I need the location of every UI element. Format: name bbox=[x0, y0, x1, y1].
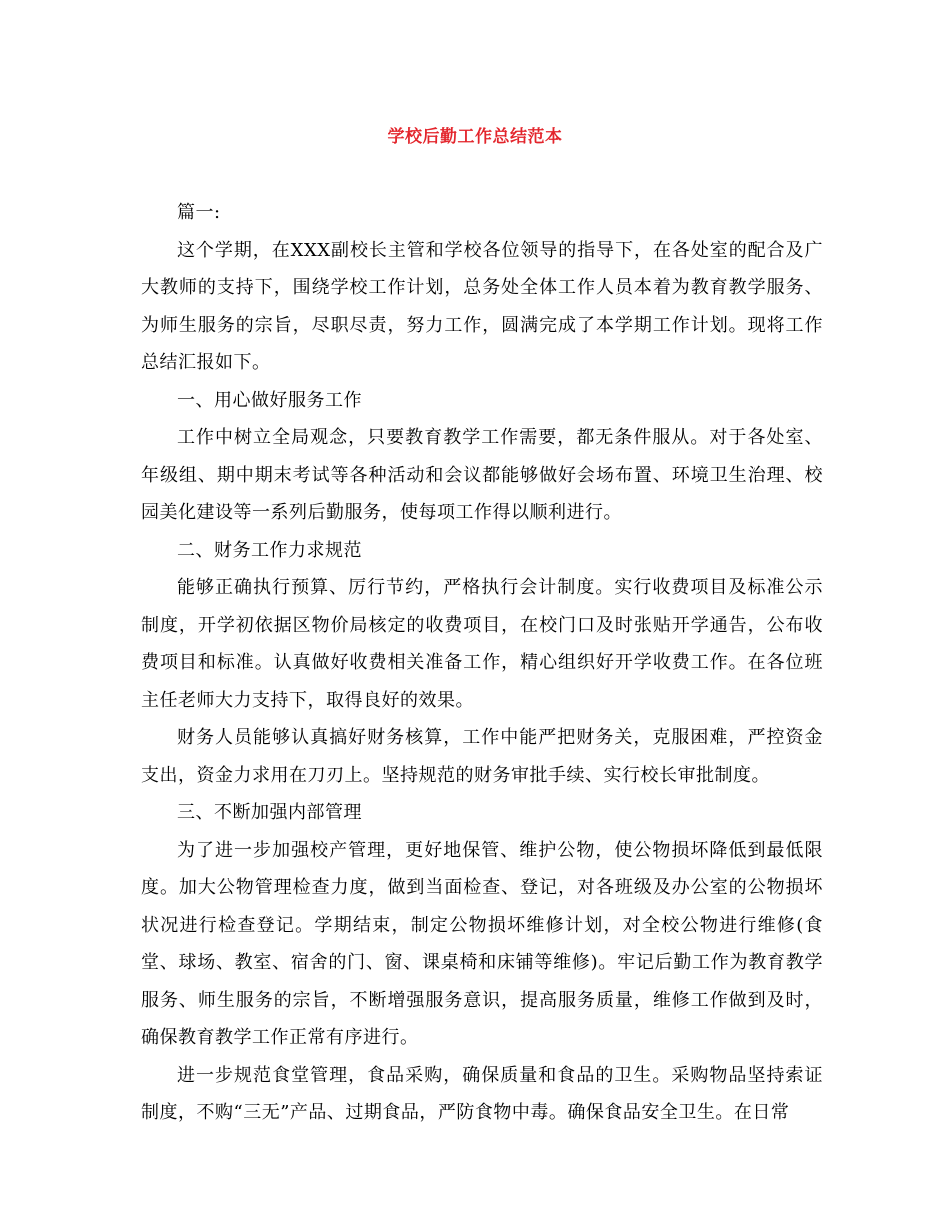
paragraph-finance-2: 财务人员能够认真搞好财务核算，工作中能严把财务关，克服困难，严控资金支出，资金力求用在刀刃上。坚持规范的财务审批手续、实行校长审批制度。 bbox=[141, 727, 823, 786]
paragraph-management-2: 进一步规范食堂管理，食品采购，确保质量和食品的卫生。采购物品坚持索证制度，不购“三无”产品、过期食品，严防食物中毒。确保食品安全卫生。在日常 bbox=[141, 1064, 823, 1123]
paragraph-management-1: 为了进一步加强校产管理，更好地保管、维护公物，使公物损坏降低到最低限度。加大公物管理检查力度，做到当面检查、登记，对各班级及办公室的公物损坏状况进行检查登记。学期结束，制定公物损坏维修计划，对全校公物进行维修(食堂、球场、教室、宿舍的门、窗、课桌椅和床铺等维修)。牢记后勤工作为教育教学服务、师生服务的宗旨，不断增强服务意识，提高服务质量，维修工作做到及时，确保教育教学工作正常有序进行。 bbox=[141, 839, 823, 1048]
paragraph-intro: 这个学期，在XXX副校长主管和学校各位领导的指导下，在各处室的配合及广大教师的支持下，围绕学校工作计划，总务处全体工作人员本着为教育教学服务、为师生服务的宗旨，尽职尽责，努力工作，圆满完成了本学期工作计划。现将工作总结汇报如下。 bbox=[141, 239, 823, 373]
paragraph-heading-part-one: 篇一: bbox=[177, 202, 221, 223]
section-heading-finance: 二、财务工作力求规范 bbox=[177, 539, 362, 561]
document-body bbox=[141, 194, 823, 1132]
paragraph-service: 工作中树立全局观念，只要教育教学工作需要，都无条件服从。对于各处室、年级组、期中期末考试等各种活动和会议都能够做好会场布置、环境卫生治理、校园美化建设等一系列后勤服务，使每项工作得以顺利进行。 bbox=[141, 427, 823, 523]
section-heading-service: 一、用心做好服务工作 bbox=[177, 389, 362, 411]
paragraph-finance-1: 能够正确执行预算、厉行节约，严格执行会计制度。实行收费项目及标准公示制度，开学初依据区物价局核定的收费项目，在校门口及时张贴开学通告，公布收费项目和标准。认真做好收费相关准备工作，精心组织好开学收费工作。在各位班主任老师大力支持下，取得良好的效果。 bbox=[141, 577, 823, 711]
document-title: 学校后勤工作总结范本 bbox=[387, 127, 563, 147]
section-heading-management: 三、不断加强内部管理 bbox=[177, 802, 362, 823]
